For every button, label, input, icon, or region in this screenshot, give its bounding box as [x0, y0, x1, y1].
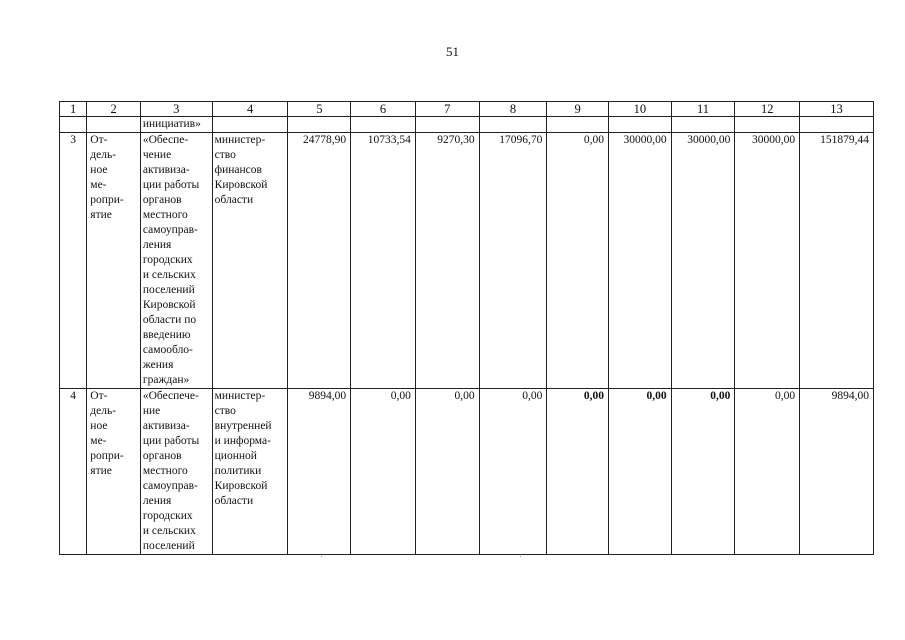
measure-type: [87, 389, 141, 555]
text-line: ятие: [90, 465, 112, 477]
text-line: ме-: [90, 179, 107, 191]
text-line: поселений: [142, 284, 195, 296]
text-line: самоуправ-: [142, 224, 198, 236]
executor: [212, 389, 288, 555]
table-row: [60, 133, 874, 389]
text-line: активиза-: [142, 164, 190, 176]
header-cell-8: 8: [479, 102, 547, 117]
text-line: ропри-: [90, 194, 124, 206]
text-line: Кировской: [142, 299, 196, 311]
text-line: дель-: [90, 149, 117, 161]
header-cell-11: 11: [671, 102, 735, 117]
value-cell: 0,00: [547, 133, 609, 389]
text-line: ления: [142, 495, 172, 507]
text-line: Кировской: [214, 179, 268, 191]
text-line: самоуправ-: [142, 480, 198, 492]
value-cell-total: 151879,44: [800, 133, 874, 389]
table-row: [60, 389, 874, 555]
text-line: ятие: [90, 209, 112, 221]
text-line: министер-: [214, 390, 266, 402]
measure-type: [87, 133, 141, 389]
continuation-text: инициатив»: [140, 117, 212, 133]
value-cell: 0,00: [608, 389, 671, 555]
text-line: дель-: [90, 405, 117, 417]
text-line: местного: [142, 465, 188, 477]
text-line: политики: [214, 465, 262, 477]
value-cell: 10733,54: [351, 133, 416, 389]
text-line: области: [214, 495, 254, 507]
text-line: министер-: [214, 134, 266, 146]
text-line: и сельских: [142, 525, 196, 537]
header-cell-6: 6: [351, 102, 416, 117]
row-index: 4: [60, 389, 87, 555]
header-cell-4: 4: [212, 102, 288, 117]
funding-table: [59, 101, 874, 555]
value-cell: 9270,30: [415, 133, 479, 389]
text-line: ления: [142, 239, 172, 251]
text-line: От-: [90, 390, 108, 402]
text-line: органов: [142, 450, 182, 462]
value-cell: 30000,00: [735, 133, 800, 389]
text-line: ние: [142, 405, 161, 417]
header-row: [60, 102, 874, 117]
header-cell-7: 7: [415, 102, 479, 117]
text-line: От-: [90, 134, 108, 146]
header-cell-5: 5: [288, 102, 351, 117]
scan-speck: [321, 556, 322, 557]
text-line: местного: [142, 209, 188, 221]
text-line: ции работы: [142, 435, 200, 447]
text-line: ционной: [214, 450, 257, 462]
value-cell: 0,00: [351, 389, 416, 555]
value-cell: 24778,90: [288, 133, 351, 389]
value-cell-total: 9894,00: [800, 389, 874, 555]
value-cell: 0,00: [479, 389, 547, 555]
value-cell: 17096,70: [479, 133, 547, 389]
text-line: ции работы: [142, 179, 200, 191]
text-line: области: [214, 194, 254, 206]
value-cell: 9894,00: [288, 389, 351, 555]
continuation-row: [60, 117, 874, 133]
text-line: активиза-: [142, 420, 190, 432]
text-line: введению: [142, 329, 191, 341]
text-line: ме-: [90, 435, 107, 447]
value-cell: 30000,00: [671, 133, 735, 389]
row-index: 3: [60, 133, 87, 389]
text-line: и информа-: [214, 435, 271, 447]
text-line: поселений: [142, 540, 195, 552]
text-line: Кировской: [214, 480, 268, 492]
text-line: области по: [142, 314, 197, 326]
value-cell: 0,00: [547, 389, 609, 555]
header-cell-10: 10: [608, 102, 671, 117]
value-cell: 0,00: [415, 389, 479, 555]
text-line: ное: [90, 420, 108, 432]
text-line: финансов: [214, 164, 262, 176]
header-cell-2: 2: [87, 102, 141, 117]
measure-name: [140, 389, 212, 555]
header-cell-3: 3: [140, 102, 212, 117]
text-line: внутренней: [214, 420, 272, 432]
text-line: и сельских: [142, 269, 196, 281]
value-cell: 0,00: [735, 389, 800, 555]
value-cell: 30000,00: [608, 133, 671, 389]
executor: [212, 133, 288, 389]
text-line: ство: [214, 405, 236, 417]
text-line: городских: [142, 254, 193, 266]
header-cell-9: 9: [547, 102, 609, 117]
text-line: городских: [142, 510, 193, 522]
text-line: органов: [142, 194, 182, 206]
page-number: 51: [446, 44, 459, 59]
value-cell: 0,00: [671, 389, 735, 555]
text-line: «Обеспе-: [142, 134, 189, 146]
scan-speck: [520, 556, 521, 557]
text-line: ное: [90, 164, 108, 176]
header-cell-1: 1: [60, 102, 87, 117]
header-cell-13: 13: [800, 102, 874, 117]
header-cell-12: 12: [735, 102, 800, 117]
text-line: граждан»: [142, 374, 190, 386]
text-line: самообло-: [142, 344, 193, 356]
measure-name: [140, 133, 212, 389]
text-line: ство: [214, 149, 236, 161]
text-line: жения: [142, 359, 174, 371]
text-line: чение: [142, 149, 172, 161]
text-line: «Обеспече-: [142, 390, 199, 402]
text-line: ропри-: [90, 450, 124, 462]
